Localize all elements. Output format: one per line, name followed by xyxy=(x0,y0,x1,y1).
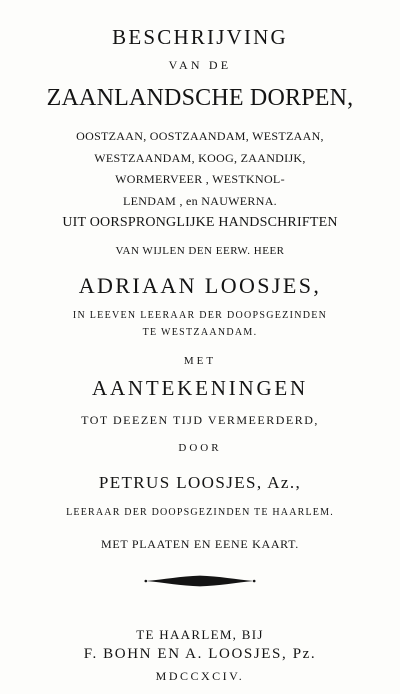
editor-role: LEERAAR DER DOOPSGEZINDEN TE HAARLEM. xyxy=(66,507,334,518)
imprint-publishers: F. BOHN EN A. LOOSJES, Pz. xyxy=(83,646,317,662)
author-role-1: IN LEEVEN LEERAAR DER DOOPSGEZINDEN xyxy=(72,310,328,321)
source-line-2: VAN WIJLEN DEN EERW. HEER xyxy=(115,245,285,257)
imprint-year: MDCCXCIV. xyxy=(155,669,245,683)
title-line-3: ZAANLANDSCHE DORPEN, xyxy=(46,85,354,111)
plates-note: MET PLAATEN EN EENE KAART. xyxy=(100,537,300,551)
villages-line-1: OOSTZAAN, OOSTZAANDAM, WESTZAAN, xyxy=(76,129,324,143)
source-line-1: UIT OORSPRONGLIJKE HANDSCHRIFTEN xyxy=(62,215,338,230)
door-label: DOOR xyxy=(178,442,222,454)
imprint-place: TE HAARLEM, BIJ xyxy=(136,627,264,642)
annotations-heading: AANTEKENINGEN xyxy=(91,376,309,400)
author-role-2: TE WESTZAANDAM. xyxy=(142,327,258,338)
villages-line-3: WORMERVEER , WESTKNOL- xyxy=(115,172,285,186)
printers-rule-ornament-icon xyxy=(144,573,256,589)
met-label: MET xyxy=(183,355,217,367)
villages-line-2: WESTZAANDAM, KOOG, ZAANDIJK, xyxy=(94,151,306,165)
title-line-1: BESCHRIJVING xyxy=(112,25,288,49)
author-name: ADRIAAN LOOSJES, xyxy=(78,273,322,298)
annotations-detail: TOT DEEZEN TIJD VERMEERDERD, xyxy=(81,413,319,427)
editor-name: PETRUS LOOSJES, Az., xyxy=(98,473,302,492)
villages-line-4: LENDAM , en NAUWERNA. xyxy=(123,194,277,208)
title-line-2: VAN DE xyxy=(168,58,232,72)
